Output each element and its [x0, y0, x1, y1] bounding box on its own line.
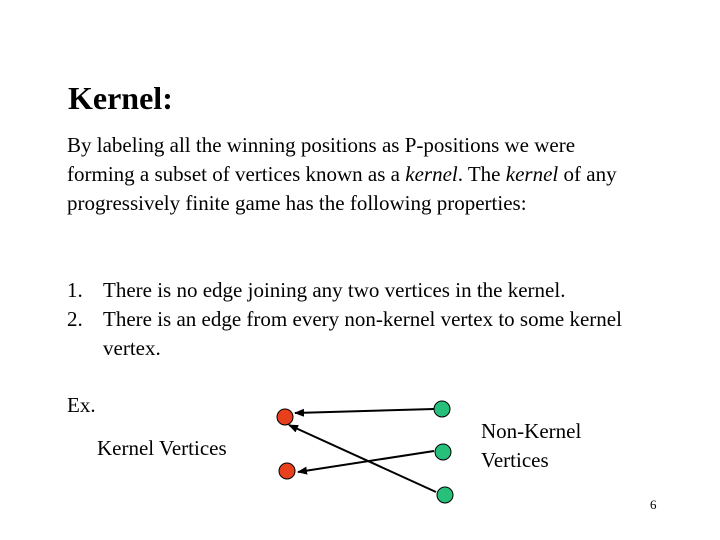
property-number-2: 2.: [67, 307, 83, 331]
nonkernel-vertex-bottom: [437, 487, 453, 503]
graph-edge-top: [295, 409, 434, 413]
nonkernel-vertex-top: [434, 401, 450, 417]
intro-text-3: of any progressively finite game has the following properties:: [67, 162, 617, 215]
property-text-2: There is an edge from every non-kernel vertex to some kernel vertex.: [103, 307, 622, 360]
slide-title: Kernel:: [68, 80, 173, 116]
example-label: Ex.: [67, 393, 96, 417]
kernel-term-1: kernel: [405, 162, 458, 186]
graph-edge-middle: [298, 451, 434, 472]
kernel-vertices-label: Kernel Vertices: [97, 436, 227, 460]
intro-text-1: By labeling all the winning positions as P-positions we were forming a subset of vertices known as a: [67, 133, 576, 186]
kernel-vertex-bottom: [279, 463, 295, 479]
intro-text-2: . The: [457, 162, 506, 186]
graph-edge-bottom: [289, 425, 436, 492]
page-number: 6: [650, 497, 657, 512]
property-text-1: There is no edge joining any two vertices in the kernel.: [103, 278, 566, 302]
kernel-vertex-top: [277, 409, 293, 425]
property-number-1: 1.: [67, 278, 83, 302]
nonkernel-vertices-label: Non-Kernel Vertices: [481, 419, 582, 472]
kernel-term-2: kernel: [505, 162, 559, 186]
nonkernel-vertex-middle: [435, 444, 451, 460]
